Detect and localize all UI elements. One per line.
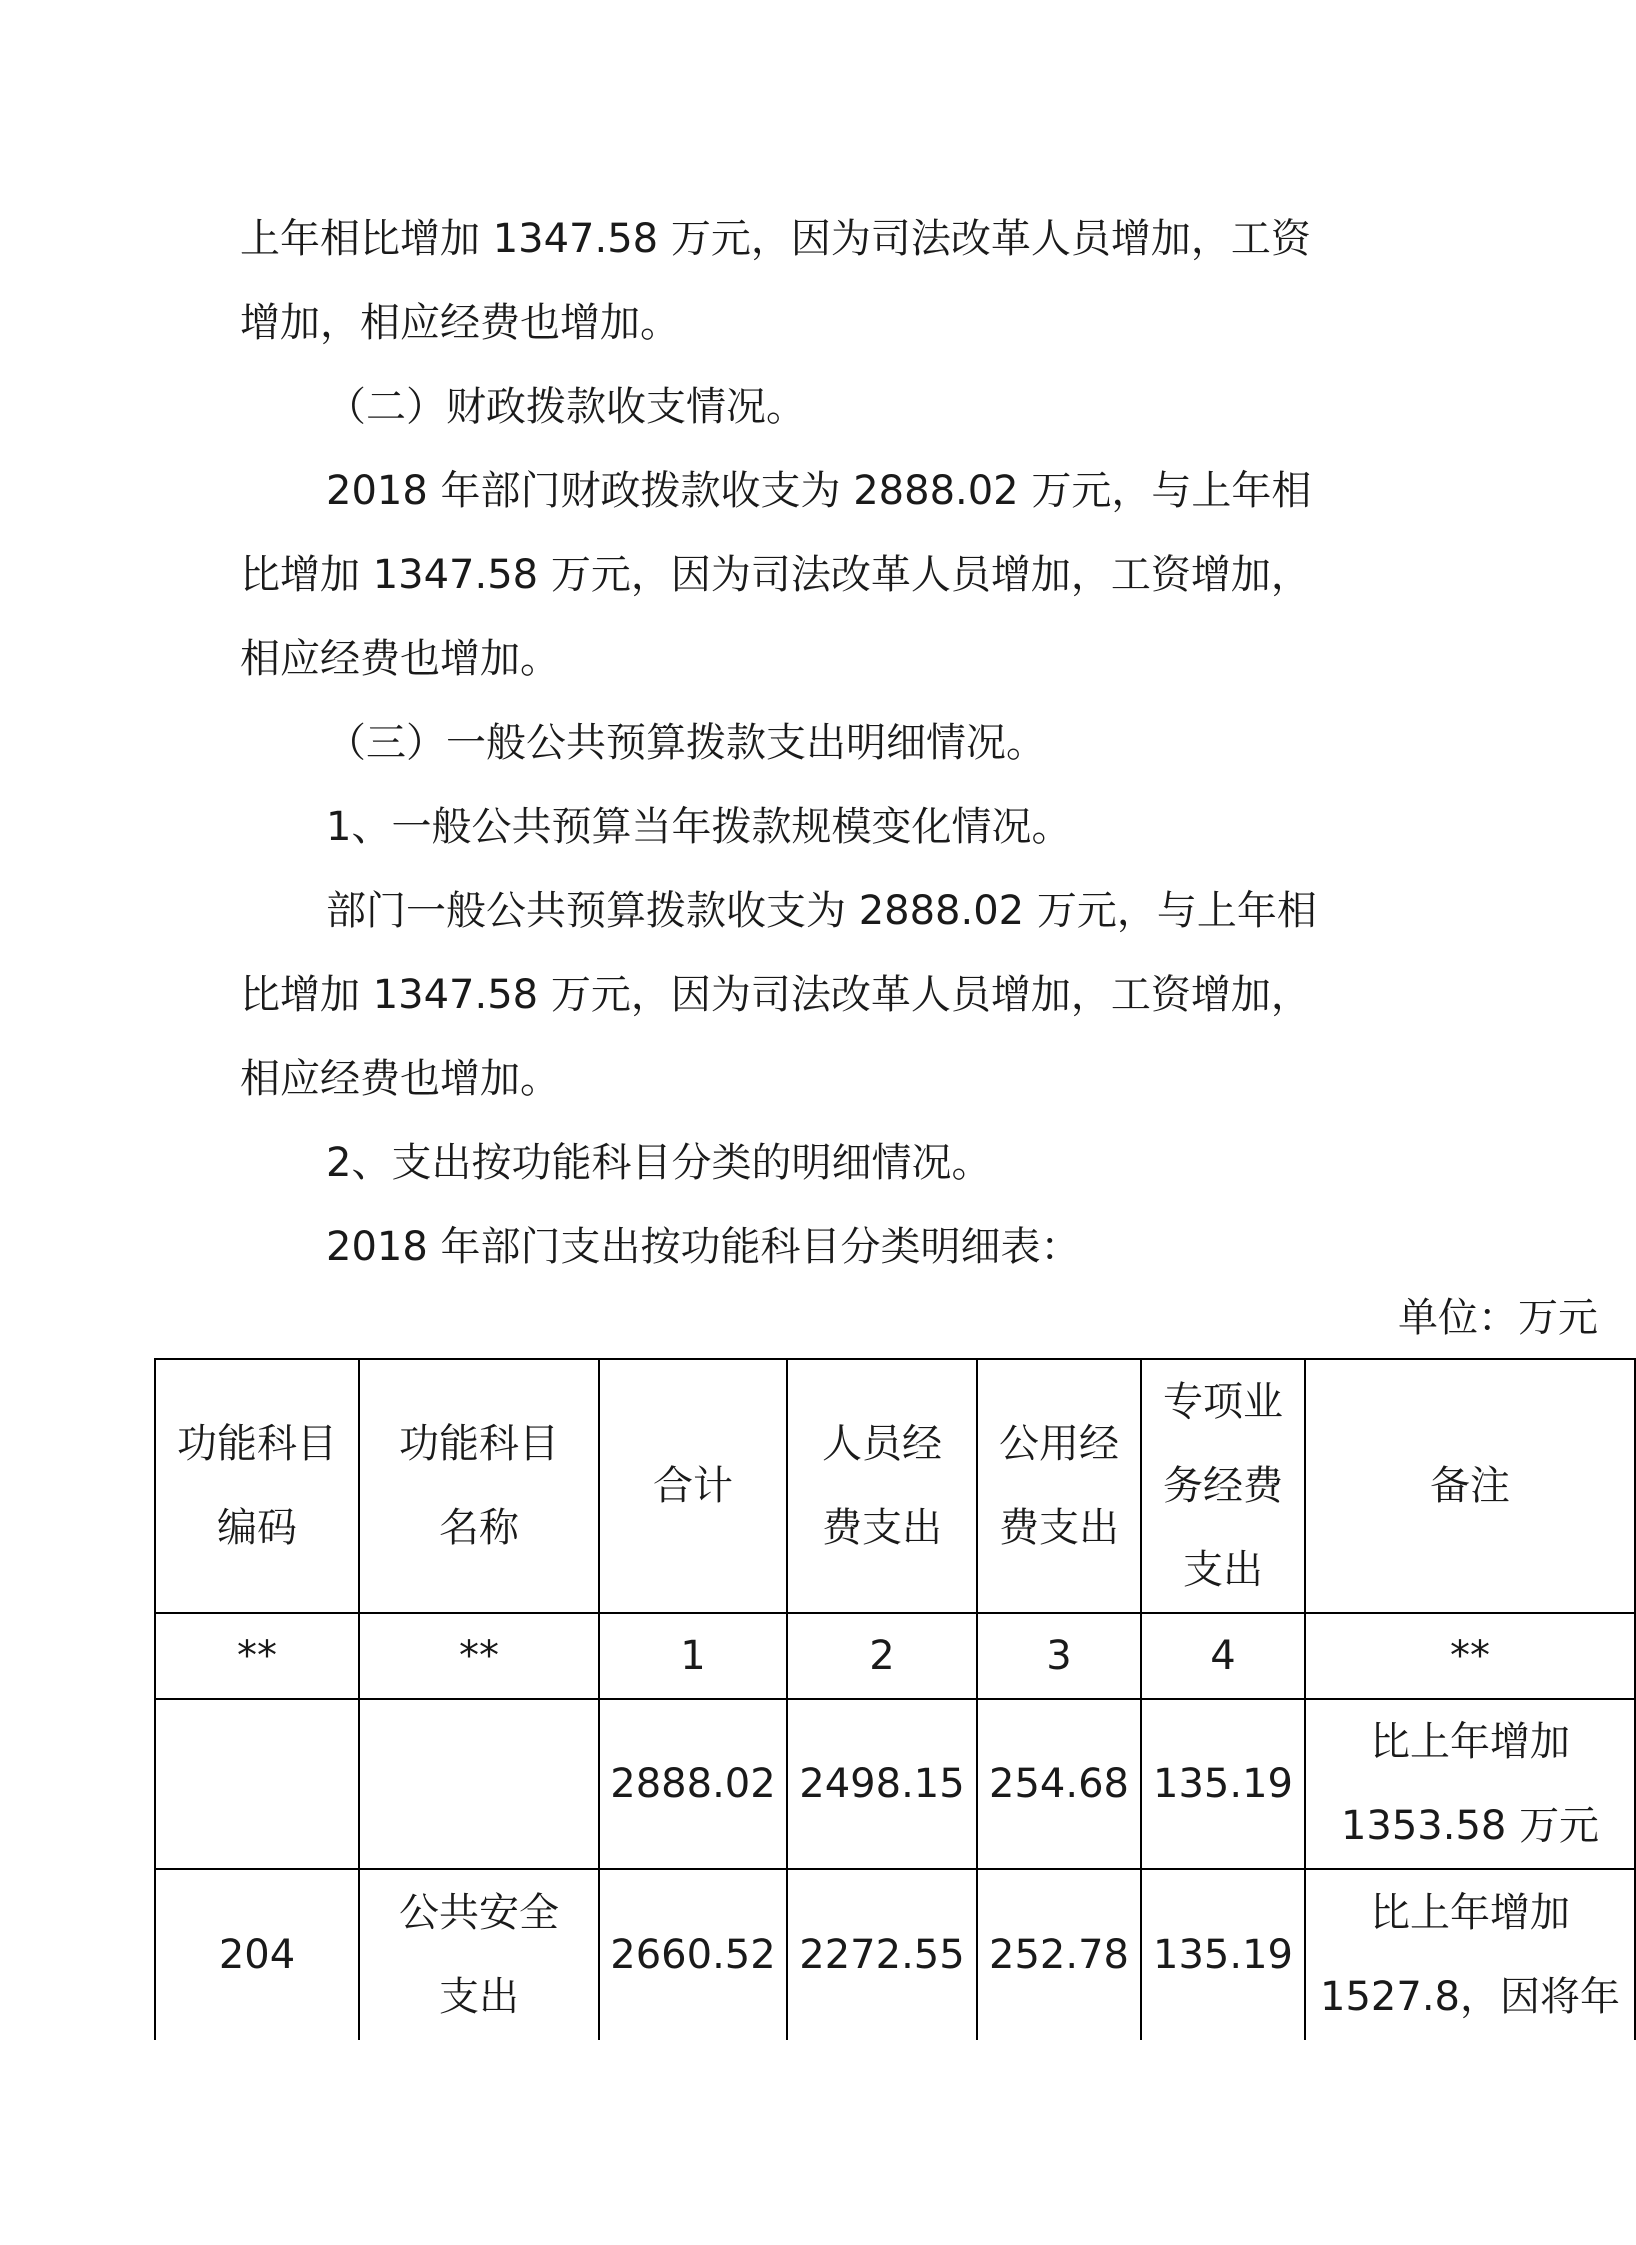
table-index-row bbox=[155, 1613, 1635, 1699]
paragraph-3: 部门一般公共预算拨款收支为 2888.02 万元，与上年相 比增加 1347.58 万元，因为司法改革人员增加，工资增加， 相应经费也增加。 bbox=[240, 888, 1317, 1102]
header-code: 功能科目 编码 bbox=[155, 1359, 359, 1613]
row-special: 135.19 bbox=[1141, 1699, 1305, 1869]
unit-label: 单位：万元 bbox=[1398, 1295, 1598, 1341]
paragraph-2: 2018 年部门财政拨款收支为 2888.02 万元，与上年相 比增加 1347.58 万元，因为司法改革人员增加，工资增加， 相应经费也增加。 bbox=[240, 468, 1312, 682]
row-code bbox=[155, 1699, 359, 1869]
header-personnel: 人员经 费支出 bbox=[787, 1359, 977, 1613]
row-public: 254.68 bbox=[977, 1699, 1141, 1869]
table-header-row bbox=[155, 1359, 1635, 1613]
row-special: 135.19 bbox=[1141, 1869, 1305, 2040]
table-row-204 bbox=[155, 1869, 1635, 2040]
row-personnel: 2272.55 bbox=[787, 1869, 977, 2040]
subheading-1: 1、一般公共预算当年拨款规模变化情况。 bbox=[326, 804, 1072, 850]
header-remark: 备注 bbox=[1305, 1359, 1635, 1613]
index-cell: 2 bbox=[787, 1613, 977, 1699]
row-remark: 比上年增加 1527.8，因将年 bbox=[1305, 1869, 1635, 2040]
index-cell: ** bbox=[359, 1613, 599, 1699]
section-heading-2: （二）财政拨款收支情况。 bbox=[326, 384, 806, 430]
row-code: 204 bbox=[155, 1869, 359, 2040]
section-heading-3: （三）一般公共预算拨款支出明细情况。 bbox=[326, 720, 1046, 766]
table-caption: 2018 年部门支出按功能科目分类明细表： bbox=[326, 1224, 1081, 1270]
header-total: 合计 bbox=[599, 1359, 787, 1613]
row-total: 2888.02 bbox=[599, 1699, 787, 1869]
row-name bbox=[359, 1699, 599, 1869]
row-name: 公共安全 支出 bbox=[359, 1869, 599, 2040]
table-row-total bbox=[155, 1699, 1635, 1869]
header-public: 公用经 费支出 bbox=[977, 1359, 1141, 1613]
expenditure-table bbox=[154, 1358, 1636, 2040]
paragraph-1: 上年相比增加 1347.58 万元，因为司法改革人员增加，工资 增加，相应经费也增加。 bbox=[240, 216, 1311, 346]
index-cell: ** bbox=[155, 1613, 359, 1699]
row-total: 2660.52 bbox=[599, 1869, 787, 2040]
expenditure-table-wrapper bbox=[154, 1358, 1620, 2030]
row-public: 252.78 bbox=[977, 1869, 1141, 2040]
row-remark: 比上年增加 1353.58 万元 bbox=[1305, 1699, 1635, 1869]
index-cell: 4 bbox=[1141, 1613, 1305, 1699]
index-cell: 1 bbox=[599, 1613, 787, 1699]
header-name: 功能科目 名称 bbox=[359, 1359, 599, 1613]
index-cell: ** bbox=[1305, 1613, 1635, 1699]
row-personnel: 2498.15 bbox=[787, 1699, 977, 1869]
subheading-2: 2、支出按功能科目分类的明细情况。 bbox=[326, 1140, 992, 1186]
header-special: 专项业 务经费 支出 bbox=[1141, 1359, 1305, 1613]
index-cell: 3 bbox=[977, 1613, 1141, 1699]
